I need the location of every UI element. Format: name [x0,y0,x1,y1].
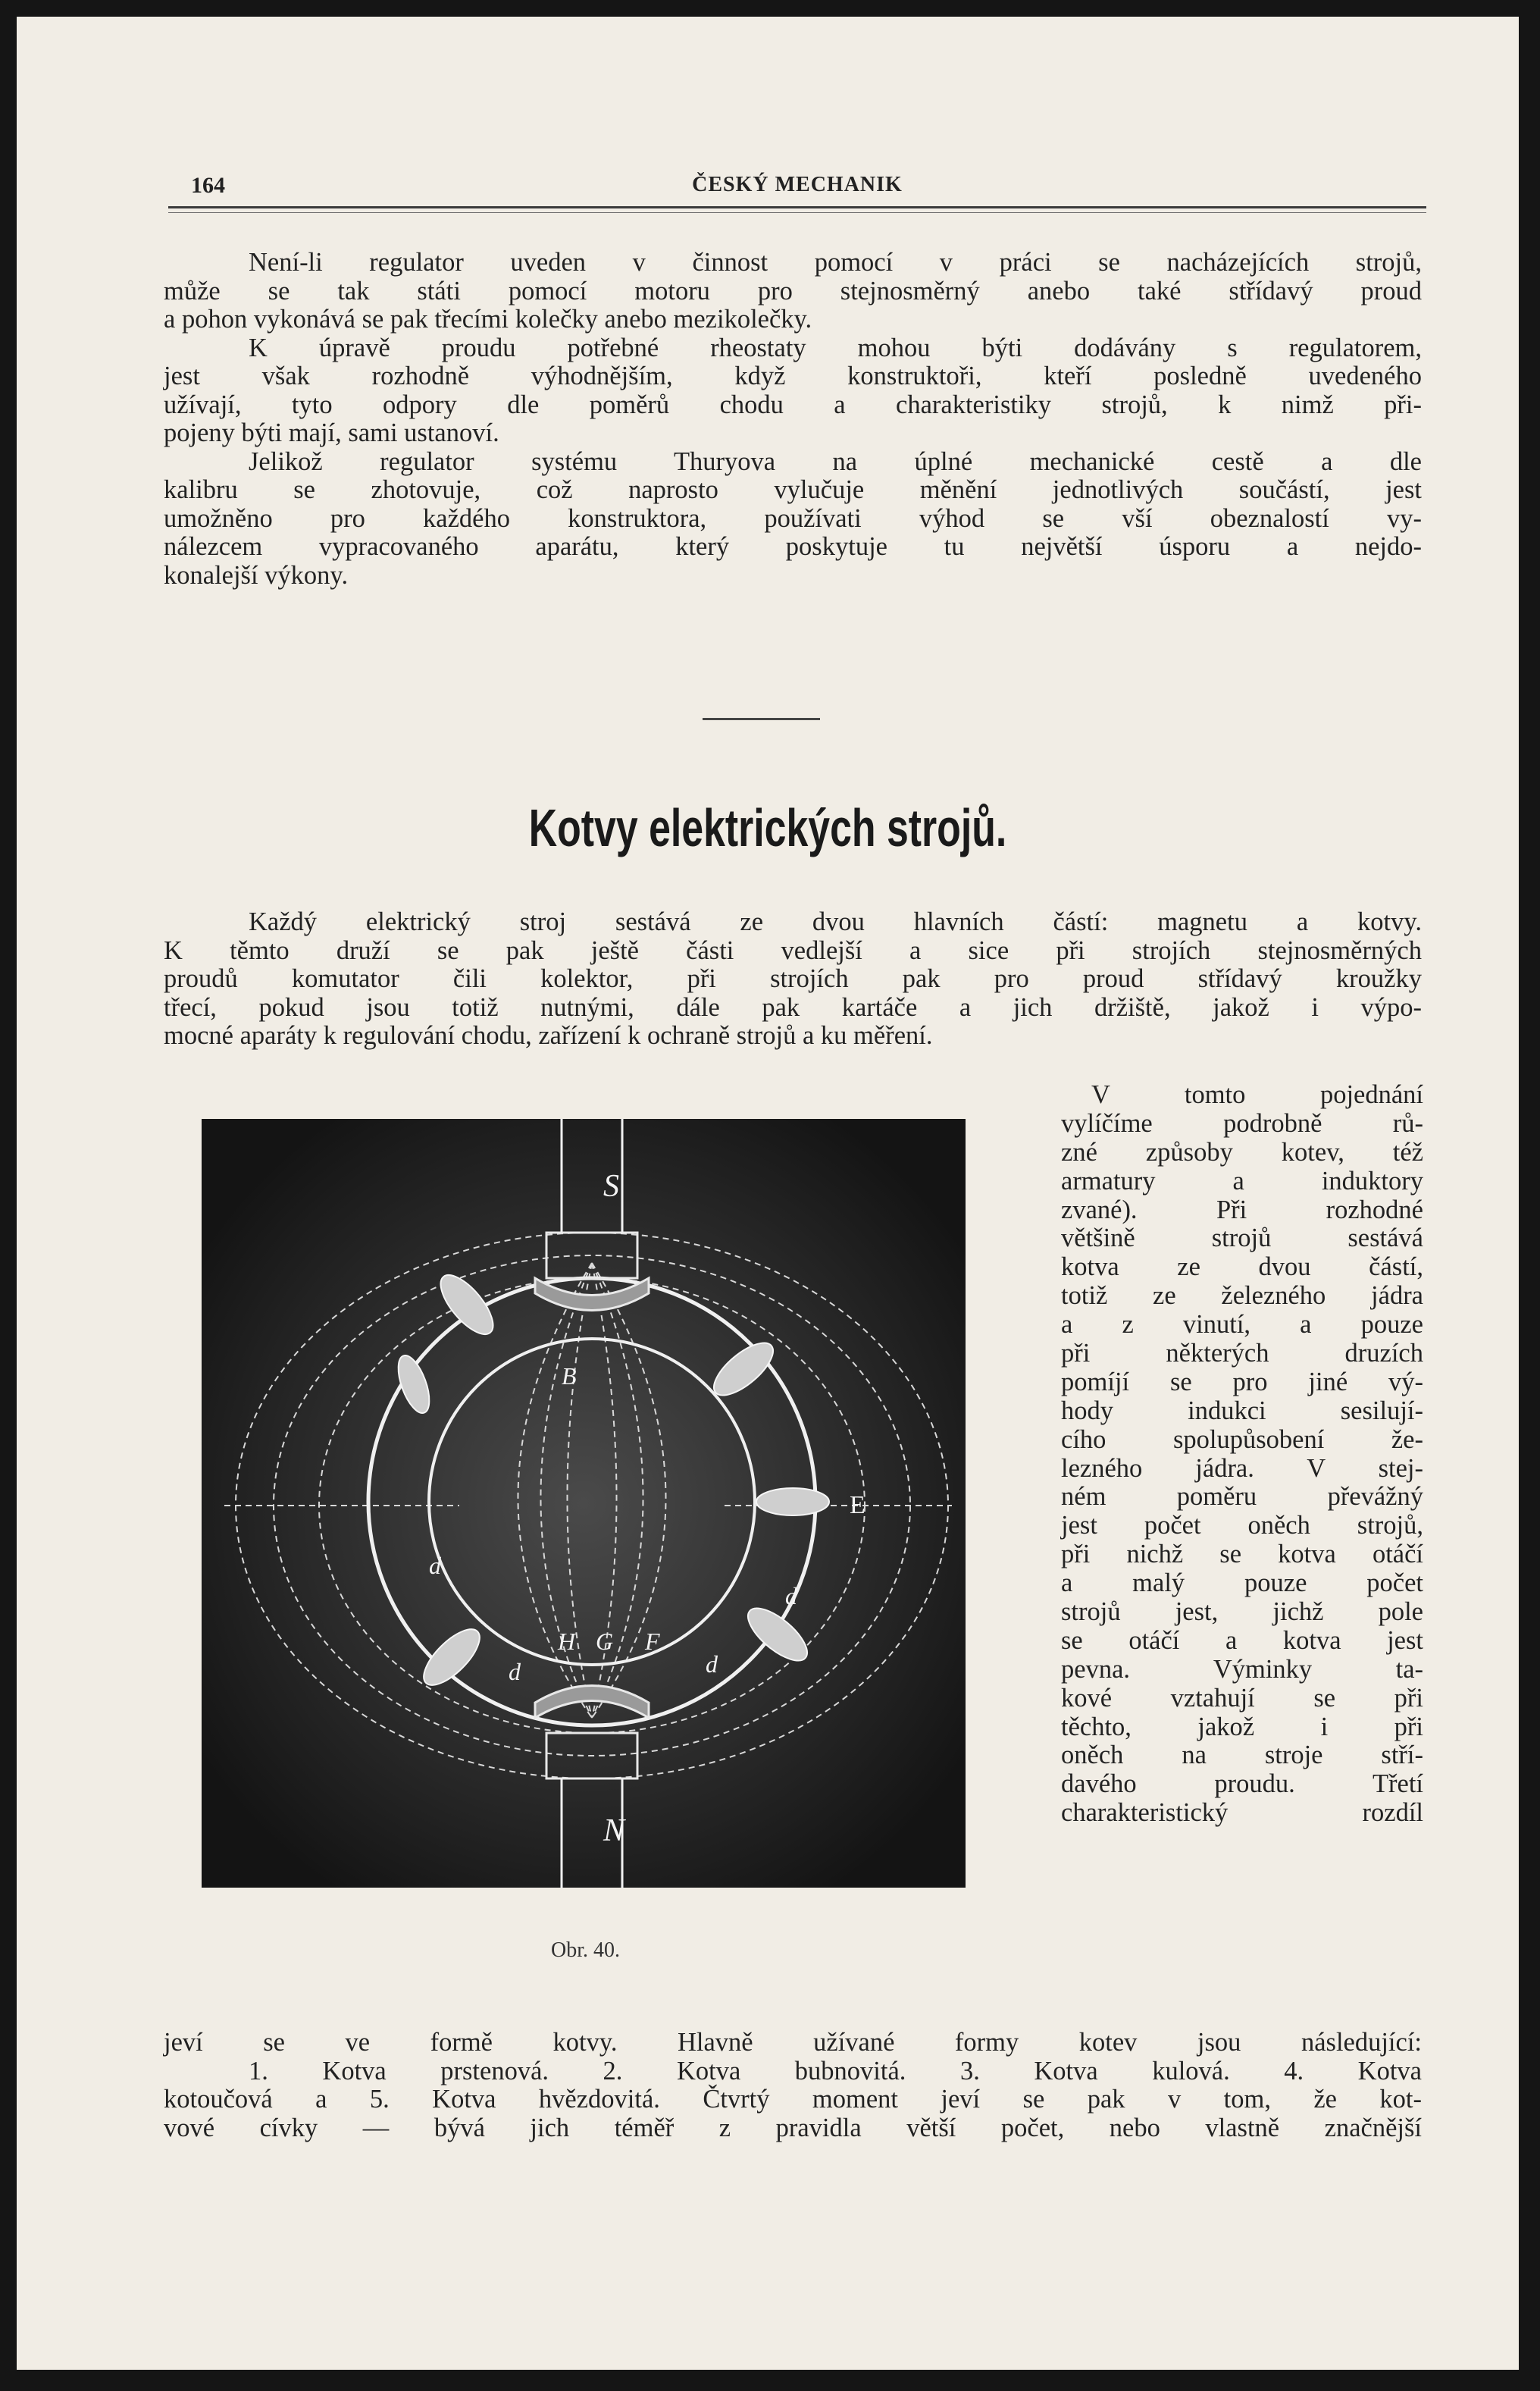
text-line: pevna. Výminky ta- [1061,1654,1423,1684]
text-line: K úpravě proudu potřebné rheostaty mohou býti dodávány s regulatorem, [249,333,1422,362]
label-d: d [509,1658,521,1685]
text-line: ném poměru převážný [1061,1482,1423,1512]
text-line: jest však rozhodně výhodnějším, když konstruktoři, kteří posledně uvedeného [164,362,1422,390]
text-line: může se tak státi pomocí motoru pro stejnosměrný anebo také střídavý proud [164,276,1422,306]
text-line: totiž ze železného jádra [1061,1281,1423,1311]
label-h: H [558,1628,576,1655]
label-d: d [706,1650,718,1678]
text-line: cího spolupůsobení že- [1061,1424,1423,1454]
text-line: Není-li regulator uveden v činnost pomocí v práci se nacházejících strojů, [249,248,1422,277]
text-line: a malý pouze počet [1061,1568,1423,1598]
text-line: pomíjí se pro jiné vý- [1061,1367,1423,1396]
header-rule [168,206,1426,208]
pole-label-n: N [603,1813,625,1848]
text-line: proudů komutator čili kolektor, při strojích pak pro proud střídavý kroužky [164,964,1422,993]
text-line: a pohon vykonává se pak třecími kolečky anebo mezikolečky. [164,305,812,334]
text-line: kalibru se zhotovuje, což naprosto vylučuje měnění jednotlivých součástí, jest [164,475,1422,504]
text-line: Každý elektrický stroj sestává ze dvou hlavních částí: magnetu a kotvy. [249,907,1422,936]
section-separator [703,718,820,720]
label-f: F [645,1628,660,1655]
side-column-text [1061,1081,1423,1828]
text-line: jeví se ve formě kotvy. Hlavně užívané formy kotev jsou následující: [164,2028,1422,2057]
label-b: B [562,1362,577,1390]
label-g: G [596,1628,614,1655]
text-line: vové cívky — bývá jich téměř z pravidla větší počet, nebo vlastně značnější [164,2113,1422,2142]
text-line: konalejší výkony. [164,560,349,590]
closing-text [164,2029,1422,2142]
page-header [168,168,1426,202]
text-line: vylíčíme podrobně rů- [1061,1108,1423,1138]
section-title: Kotvy elektrických strojů. [528,798,1007,857]
text-line: kotva ze dvou částí, [1061,1252,1423,1282]
text-line: nálezcem vypracovaného aparátu, který poskytuje tu největší úsporu a nejdo- [164,532,1422,561]
text-line: kové vztahují se při [1061,1683,1423,1713]
text-line: V tomto pojednání [1091,1080,1423,1109]
text-line: charakteristický rozdíl [1061,1798,1423,1828]
text-line: zné způsoby kotev, též [1061,1137,1423,1167]
running-title: ČESKÝ MECHANIK [692,173,903,196]
text-line: zvané). Při rozhodné [1061,1195,1423,1224]
book-page [17,17,1519,2370]
text-line: a z vinutí, a pouze [1061,1310,1423,1340]
page-number: 164 [191,173,225,198]
label-d: d [429,1552,441,1579]
text-line: K těmto druží se pak ještě části vedlejší a sice při strojích stejnosměrných [164,935,1422,965]
text-line: kotoučová a 5. Kotva hvězdovitá. Čtvrtý moment jeví se pak v tom, že kot- [164,2085,1422,2114]
text-line: Jelikož regulator systému Thuryova na úplné mechanické cestě a dle [249,447,1422,476]
label-e: E [850,1491,865,1519]
text-line: mocné aparáty k regulování chodu, zařízení k ochraně strojů a ku měření. [164,1021,933,1050]
pole-label-s: S [603,1169,619,1204]
text-line: strojů jest, jichž pole [1061,1597,1423,1627]
text-line: při nichž se kotva otáčí [1061,1540,1423,1569]
text-line: pojeny býti mají, sami ustanoví. [164,418,499,447]
section-text [164,908,1422,1051]
text-line: se otáčí a kotva jest [1061,1625,1423,1655]
text-line: 1. Kotva prstenová. 2. Kotva bubnovitá. 3. Kotva kulová. 4. Kotva [249,2056,1422,2085]
header-rule-thin [168,212,1426,213]
text-line: jest počet oněch strojů, [1061,1511,1423,1540]
armature-figure [202,1119,966,1888]
text-line: oněch na stroje stří- [1061,1741,1423,1770]
text-line: těchto, jakož i při [1061,1712,1423,1741]
text-line: lezného jádra. V stej- [1061,1453,1423,1483]
text-line: třecí, pokud jsou totiž nutnými, dále pak kartáče a jich držiště, jakož i výpo- [164,992,1422,1022]
text-line: užívají, tyto odpory dle poměrů chodu a charakteristiky strojů, k nimž při- [164,390,1422,419]
label-d: d [785,1582,797,1609]
text-line: při některých druzích [1061,1339,1423,1368]
text-line: většině strojů sestává [1061,1224,1423,1253]
text-line: umožněno pro každého konstruktora, používati výhod se vší obeznalostí vy- [164,503,1422,533]
figure-caption: Obr. 40. [551,1938,620,1962]
text-line: davého proudu. Třetí [1061,1769,1423,1799]
intro-text [164,249,1422,590]
text-line: armatury a induktory [1061,1166,1423,1196]
text-line: hody indukci sesilují- [1061,1396,1423,1425]
